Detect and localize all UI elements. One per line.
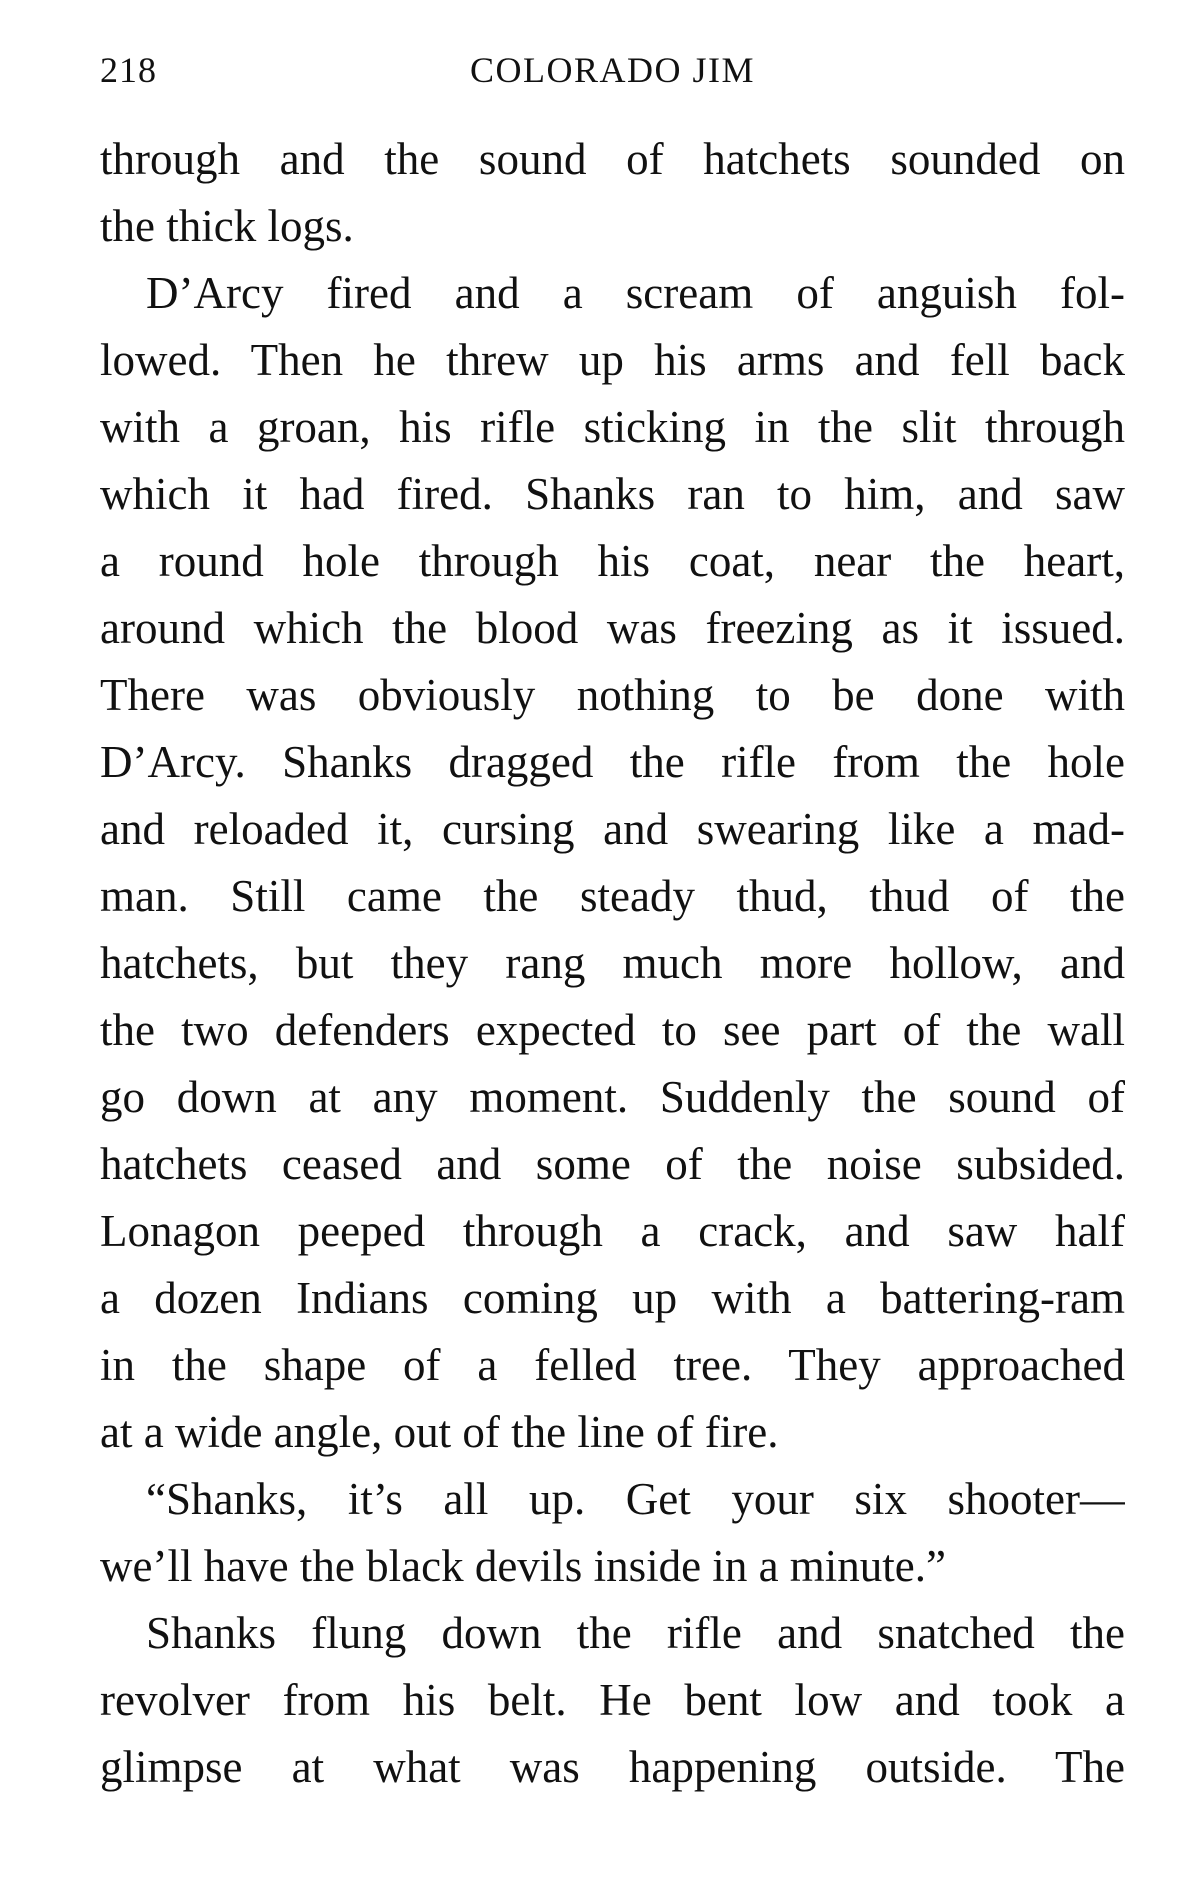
text-line: with a groan, his rifle sticking in the slit through: [100, 402, 1125, 452]
text-line: There was obviously nothing to be done with: [100, 670, 1125, 720]
text-line: and reloaded it, cursing and swearing like a mad-: [100, 804, 1125, 854]
text-line: the thick logs.: [100, 201, 354, 251]
text-line: through and the sound of hatchets sounded on: [100, 134, 1125, 184]
text-line: Shanks flung down the rifle and snatched the: [146, 1608, 1125, 1658]
text-line: “Shanks, it’s all up. Get your six shooter—: [146, 1474, 1125, 1524]
text-line: go down at any moment. Suddenly the sound of: [100, 1072, 1125, 1122]
body-text: [100, 126, 1125, 1801]
text-line: man. Still came the steady thud, thud of the: [100, 871, 1125, 921]
text-line: D’Arcy. Shanks dragged the rifle from the hole: [100, 737, 1125, 787]
text-line: a dozen Indians coming up with a battering-ram: [100, 1273, 1125, 1323]
page-number: 218: [100, 50, 157, 90]
text-line: lowed. Then he threw up his arms and fell back: [100, 335, 1125, 385]
text-line: D’Arcy fired and a scream of anguish fol-: [146, 268, 1125, 318]
text-line: glimpse at what was happening outside. The: [100, 1742, 1125, 1792]
book-title: COLORADO JIM: [469, 50, 755, 90]
text-line: revolver from his belt. He bent low and took a: [100, 1675, 1125, 1725]
running-head: [100, 40, 1125, 100]
text-line: at a wide angle, out of the line of fire.: [100, 1407, 779, 1457]
text-line: in the shape of a felled tree. They approached: [100, 1340, 1125, 1390]
text-line: which it had fired. Shanks ran to him, and saw: [100, 469, 1125, 519]
text-line: hatchets, but they rang much more hollow, and: [100, 938, 1125, 988]
text-line: hatchets ceased and some of the noise subsided.: [100, 1139, 1125, 1189]
text-line: Lonagon peeped through a crack, and saw half: [100, 1206, 1125, 1256]
text-line: the two defenders expected to see part of the wall: [100, 1005, 1125, 1055]
text-line: we’ll have the black devils inside in a minute.”: [100, 1541, 946, 1591]
text-line: a round hole through his coat, near the heart,: [100, 536, 1125, 586]
text-line: around which the blood was freezing as it issued.: [100, 603, 1125, 653]
